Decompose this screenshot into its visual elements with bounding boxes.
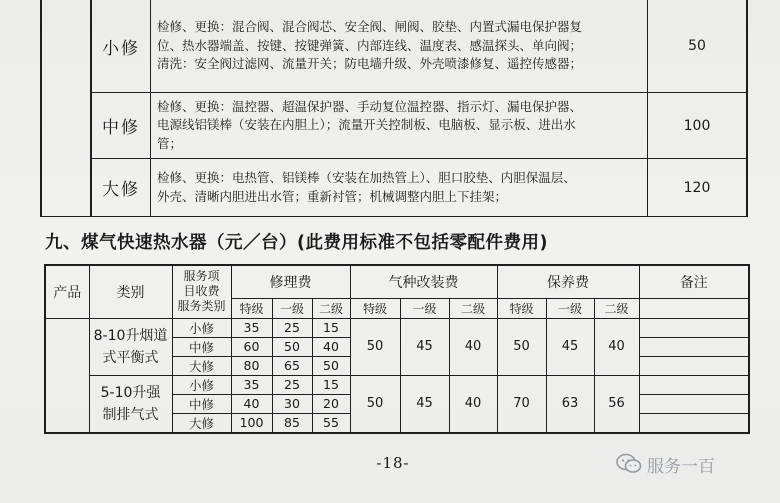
service-level: 小修 xyxy=(172,318,231,337)
grade-second: 二级 xyxy=(594,298,639,318)
watermark xyxy=(616,450,715,478)
category-cell: 5-10升强 制排气式 xyxy=(89,375,172,433)
repair-fee-first: 65 xyxy=(272,356,312,375)
header-gas-conversion-fee: 气种改装费 xyxy=(350,265,497,298)
page-number: -18- xyxy=(376,454,410,472)
table-row xyxy=(45,318,749,337)
header-remarks: 备注 xyxy=(639,265,749,298)
repair-fee-second: 40 xyxy=(312,337,350,356)
repair-fee-first: 85 xyxy=(272,413,312,433)
grade-first: 一级 xyxy=(272,298,312,318)
repair-fee-special: 60 xyxy=(231,337,272,356)
maintenance-special: 70 xyxy=(497,375,546,433)
level-label: 小修 xyxy=(91,0,151,93)
repair-description xyxy=(151,159,648,217)
repair-fee-first: 25 xyxy=(272,318,312,337)
maintenance-first: 63 xyxy=(546,375,594,433)
product-cell xyxy=(45,318,89,433)
category-cell: 8-10升烟道 式平衡式 xyxy=(89,318,172,375)
table-row xyxy=(45,375,749,394)
repair-fee-first: 25 xyxy=(272,375,312,394)
maintenance-special: 50 xyxy=(497,318,546,375)
watermark-text: 服务一百 xyxy=(647,456,715,477)
repair-description xyxy=(151,0,648,93)
description-line: 管； xyxy=(157,135,183,151)
service-level: 中修 xyxy=(172,337,231,356)
gas-conversion-second: 40 xyxy=(449,318,497,375)
price-cell: 50 xyxy=(648,0,748,93)
description-line: 检修、更换：温控器、超温保护器、手动复位温控器、指示灯、漏电保护器、 xyxy=(157,98,583,114)
remarks-cell xyxy=(639,298,749,318)
repair-fee-special: 35 xyxy=(231,318,272,337)
gas-heater-fee-table xyxy=(44,264,750,434)
header-service-item: 服务项 目收费 服务类别 xyxy=(172,265,231,318)
remarks-cell xyxy=(639,413,749,433)
description-line: 外壳、清晰内胆进出水管；重新衬管；机械调整内胆上下挂架； xyxy=(157,188,508,204)
section-heading: 九、煤气快速热水器（元／台）(此费用标准不包括零配件费用) xyxy=(45,233,548,253)
level-label: 中修 xyxy=(91,93,151,159)
repair-fee-special: 80 xyxy=(231,356,272,375)
remarks-cell xyxy=(639,337,749,356)
gas-conversion-second: 40 xyxy=(449,375,497,433)
maintenance-second: 40 xyxy=(594,318,639,375)
description-line: 清洗：安全阀过滤网、流量开关；防电墙升级、外壳喷漆修复、遥控传感器； xyxy=(157,56,583,72)
gas-conversion-special: 50 xyxy=(350,375,400,433)
repair-description xyxy=(151,93,648,159)
header-row xyxy=(45,265,749,298)
grade-special: 特级 xyxy=(231,298,272,318)
price-cell: 100 xyxy=(648,93,748,159)
header-repair-fee: 修理费 xyxy=(231,265,350,298)
repair-fee-second: 50 xyxy=(312,356,350,375)
grade-special: 特级 xyxy=(350,298,400,318)
price-cell: 120 xyxy=(648,159,748,217)
maintenance-second: 56 xyxy=(594,375,639,433)
service-level: 大修 xyxy=(172,356,231,375)
gas-conversion-special: 50 xyxy=(350,318,400,375)
repair-fee-second: 15 xyxy=(312,318,350,337)
repair-fee-second: 15 xyxy=(312,375,350,394)
description-line: 位、热水器端盖、按键、按键弹簧、内部连线、温度表、感温探头、单向阀； xyxy=(157,37,583,53)
service-level: 中修 xyxy=(172,394,231,413)
service-level: 小修 xyxy=(172,375,231,394)
header-category: 类别 xyxy=(89,265,172,318)
repair-row-large xyxy=(41,159,747,217)
grade-special: 特级 xyxy=(497,298,546,318)
product-cell xyxy=(41,0,91,217)
grade-second: 二级 xyxy=(312,298,350,318)
grade-second: 二级 xyxy=(449,298,497,318)
remarks-cell xyxy=(639,375,749,394)
repair-fee-second: 55 xyxy=(312,413,350,433)
repair-fee-second: 20 xyxy=(312,394,350,413)
remarks-cell xyxy=(639,394,749,413)
description-line: 检修、更换：电热管、铝镁棒（安装在加热管上）、胆口胶垫、内胆保温层、 xyxy=(157,170,576,185)
description-line: 电源线铝镁棒（安装在内胆上）；流量开关控制板、电脑板、显示板、进出水 xyxy=(157,117,576,133)
repair-fee-first: 30 xyxy=(272,394,312,413)
repair-fee-special: 35 xyxy=(231,375,272,394)
repair-fee-special: 40 xyxy=(231,394,272,413)
repair-row-small xyxy=(41,0,747,93)
grade-first: 一级 xyxy=(546,298,594,318)
maintenance-first: 45 xyxy=(546,318,594,375)
remarks-cell xyxy=(639,318,749,337)
level-label: 大修 xyxy=(91,159,151,217)
repair-fee-first: 50 xyxy=(272,337,312,356)
repair-fee-special: 100 xyxy=(231,413,272,433)
description-line: 检修、更换：混合阀、混合阀芯、安全阀、闸阀、胶垫、内置式漏电保护器复 xyxy=(157,19,583,35)
header-maintenance-fee: 保养费 xyxy=(497,265,639,298)
grade-first: 一级 xyxy=(400,298,449,318)
gas-conversion-first: 45 xyxy=(400,318,449,375)
repair-row-medium xyxy=(41,93,747,159)
remarks-cell xyxy=(639,356,749,375)
repair-levels-table xyxy=(40,0,748,217)
service-level: 大修 xyxy=(172,413,231,433)
wechat-icon xyxy=(616,453,642,475)
gas-conversion-first: 45 xyxy=(400,375,449,433)
header-product: 产品 xyxy=(45,265,89,318)
